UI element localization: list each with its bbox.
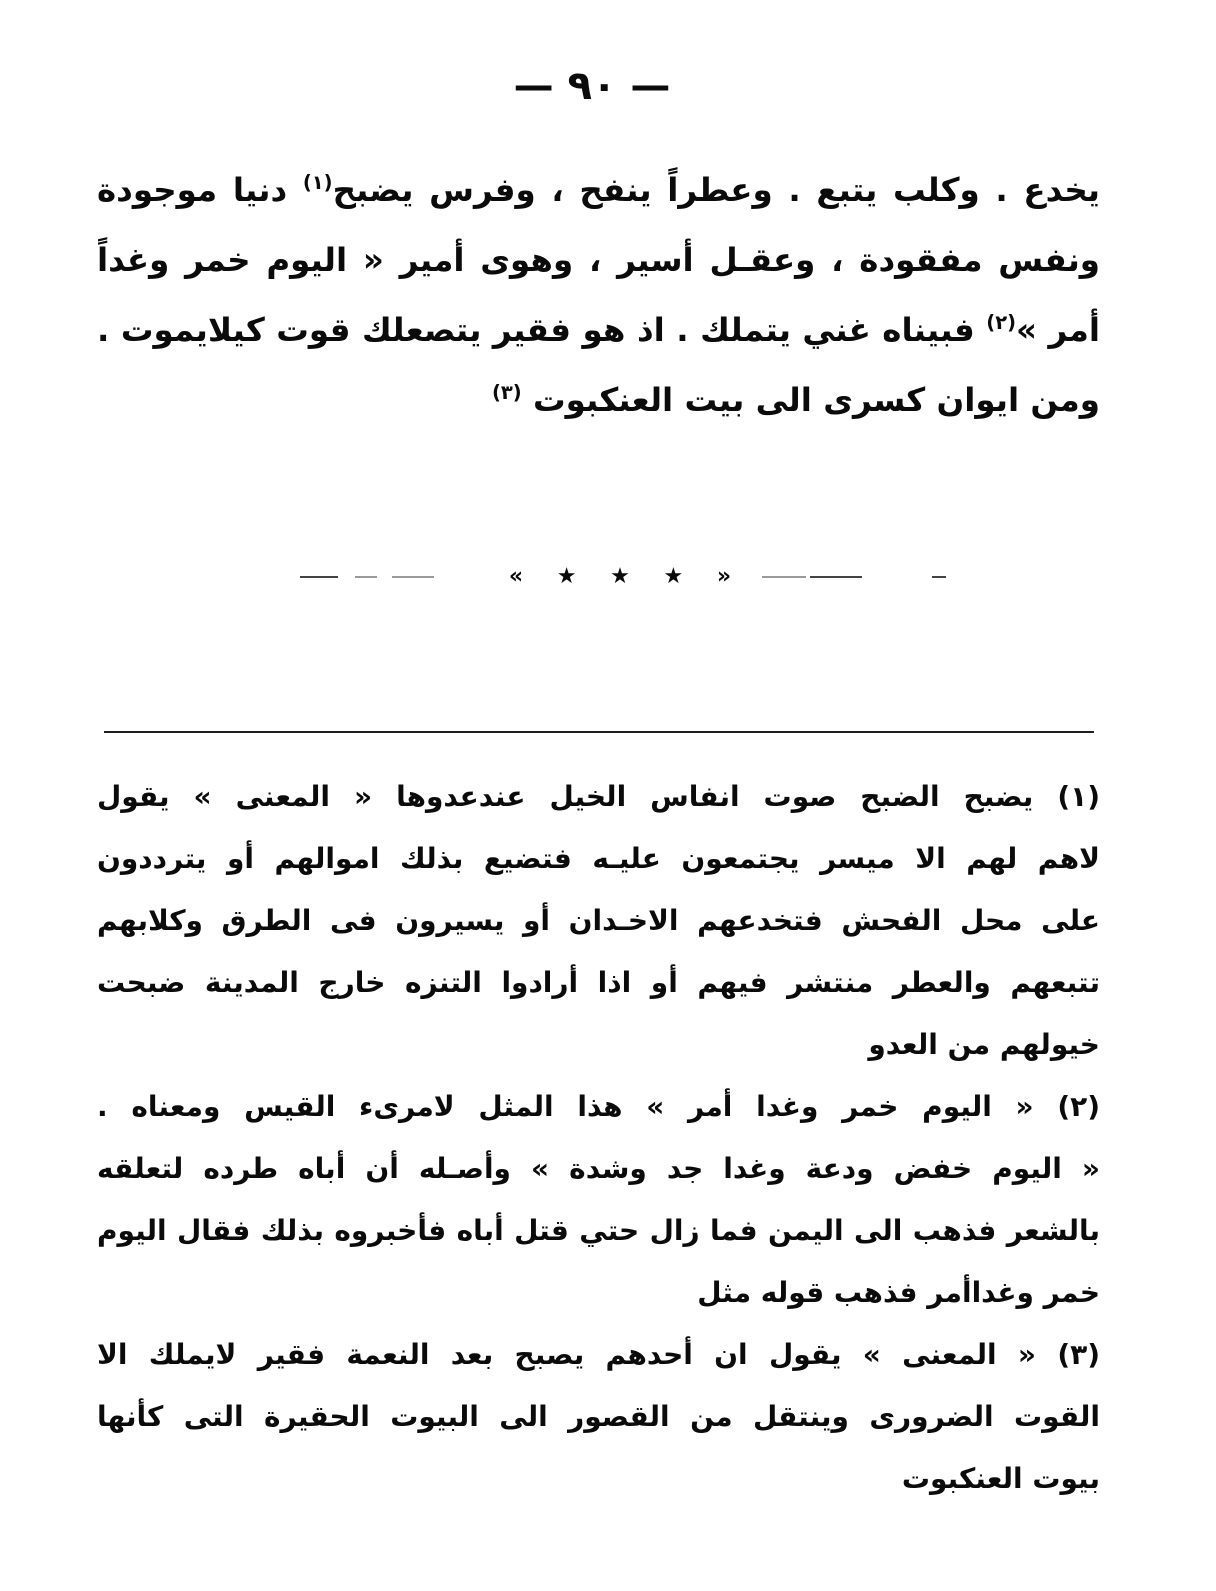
footnote-1 [97, 766, 1100, 1076]
footnote-line [97, 1262, 1100, 1324]
footnote-line [97, 952, 1100, 1014]
footnote-text: لاهم لهم الا ميسر يجتمعون عليـه فتضيع بذلك اموالهم أو يترددون [97, 842, 1100, 875]
main-text-line [97, 225, 1100, 295]
footnote-text: بيوت العنكبوت [901, 1462, 1100, 1495]
footnote-separator-rule [104, 731, 1094, 733]
footnote-text: يضبح الضبح صوت انفاس الخيل عندعدوها « المعنى » يقول [97, 780, 1034, 813]
footnote-reference: (٢) [986, 311, 1017, 335]
divider-dash [392, 576, 434, 578]
footnote-reference: (٣) [491, 381, 522, 405]
footnote-text: بالشعر فذهب الى اليمن فما زال حتي قتل أباه فأخبروه بذلك فقال اليوم [97, 1214, 1100, 1247]
footnote-marker: (١) [1057, 780, 1100, 813]
footnote-text: « اليوم خمر وغدا أمر » هذا المثل لامرىء القيس ومعناه . [97, 1090, 1034, 1123]
divider-dash [810, 576, 862, 578]
footnote-line [97, 1386, 1100, 1448]
footnote-line [97, 1200, 1100, 1262]
page-number: — ٩٠ — [513, 63, 671, 109]
footnotes [97, 766, 1100, 1510]
footnote-line [97, 890, 1100, 952]
footnote-marker: (٣) [1057, 1338, 1100, 1371]
main-text [97, 155, 1100, 435]
footnote-line [97, 1076, 1100, 1138]
main-text-line [97, 155, 1100, 225]
main-text-line [97, 295, 1100, 365]
footnote-text: « اليوم خفض ودعة وغدا جد وشدة » وأصـله أن أباه طرده لتعلقه [97, 1152, 1100, 1185]
divider-dash [300, 576, 338, 578]
text-run: دنيا موجودة [97, 171, 288, 209]
text-run: فبيناه غني يتملك . اذ هو فقير يتصعلك قوت كيلايموت . [97, 311, 975, 349]
footnote-text: خمر وغداأمر فذهب قوله مثل [697, 1276, 1100, 1309]
text-run: ومن ايوان كسرى الى بيت العنكبوت [533, 381, 1100, 419]
footnote-marker: (٢) [1057, 1090, 1100, 1123]
footnote-2 [97, 1076, 1100, 1324]
text-run: أمر » [1016, 311, 1100, 349]
footnote-3 [97, 1324, 1100, 1510]
divider-dash [762, 576, 806, 578]
text-run: يخدع . وكلب يتبع . وعطراً ينفح ، وفرس يضبح [332, 171, 1100, 209]
footnote-text: « المعنى » يقول ان أحدهم يصبح بعد النعمة فقير لايملك الا [97, 1338, 1037, 1371]
text-run: ونفس مفقودة ، وعقـل أسير ، وهوى أمير « اليوم خمر وغداً [97, 241, 1100, 279]
footnote-line [97, 1324, 1100, 1386]
footnote-text: على محل الفحش فتخدعهم الاخـدان أو يسيرون فى الطرق وكلابهم [97, 904, 1100, 937]
footnote-reference: (١) [302, 171, 333, 195]
ornamental-divider [0, 562, 1216, 592]
divider-dash [355, 576, 377, 578]
footnote-line [97, 1138, 1100, 1200]
footnote-line [97, 1448, 1100, 1510]
star-ornament: « ★ ★ ★ » [508, 564, 732, 589]
footnote-line [97, 828, 1100, 890]
main-text-line [97, 365, 1100, 435]
footnote-line [97, 1014, 1100, 1076]
divider-dash [932, 576, 946, 578]
footnote-line [97, 766, 1100, 828]
footnote-text: القوت الضرورى وينتقل من القصور الى البيوت الحقيرة التى كأنها [97, 1400, 1100, 1433]
footnote-text: خيولهم من العدو [868, 1028, 1100, 1061]
footnote-text: تتبعهم والعطر منتشر فيهم أو اذا أرادوا التنزه خارج المدينة ضبحت [97, 966, 1100, 999]
